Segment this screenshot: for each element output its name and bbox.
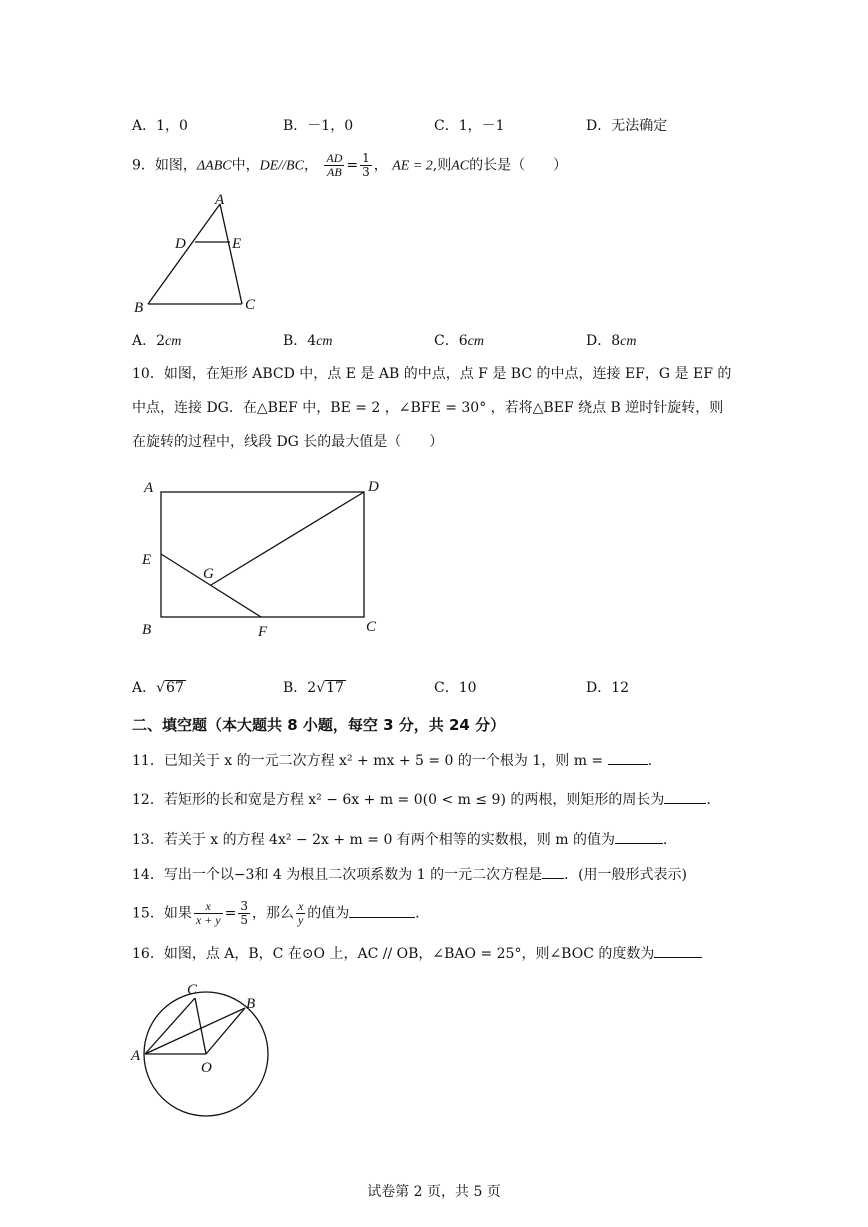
- q10-label-f: F: [258, 624, 268, 640]
- q15-answer-blank[interactable]: [349, 903, 415, 918]
- q9-text-1: 如图，: [154, 157, 197, 174]
- q16-label-b: B: [246, 996, 256, 1012]
- q9-text-3: ，: [303, 157, 318, 174]
- q9-ae: AE = 2: [392, 158, 433, 174]
- q9-option-b-unit: cm: [316, 334, 333, 349]
- q9-option-b-letter: B．: [283, 333, 308, 349]
- q16-label-c: C: [187, 982, 198, 998]
- q9-parallel: DE//BC: [259, 158, 304, 174]
- q9-ratio-numerator: AD: [326, 151, 343, 165]
- q16-chord-ab: [145, 1008, 245, 1054]
- question-12: [132, 789, 720, 810]
- q9-option-c-value: 6: [458, 333, 468, 349]
- q12-answer-blank[interactable]: [664, 789, 706, 804]
- q8-option-a: A．1，0: [132, 118, 188, 134]
- q12-text: 12．若矩形的长和宽是方程 x² − 6x + m = 0(0 < m ≤ 9) 的两根，则矩形的周长为: [132, 792, 665, 808]
- q9-label-b: B: [134, 300, 144, 316]
- q9-option-d-unit: cm: [620, 334, 637, 349]
- q10-option-d: D．12: [586, 680, 630, 696]
- section-2-heading: 二、填空题（本大题共 8 小题，每空 3 分，共 24 分）: [132, 716, 506, 734]
- q15-equals: =: [224, 905, 237, 922]
- q9-triangle-figure: [130, 190, 270, 320]
- q9-option-d: [586, 330, 636, 350]
- q15-end: ．: [415, 905, 430, 922]
- q10-option-b-letter: B．: [283, 680, 308, 696]
- q9-label-e: E: [232, 236, 242, 252]
- q9-option-a-value: 2: [156, 333, 166, 349]
- q15-fraction-3-numerator: x: [297, 899, 304, 913]
- q9-text-6: 的长是（ ）: [469, 157, 568, 174]
- q16-chord-ac: [145, 998, 195, 1054]
- q9-number: 9．: [132, 157, 155, 174]
- question-9-stem: [132, 152, 567, 179]
- q9-side-ab: [148, 204, 220, 304]
- q15-text-3: 的值为: [307, 905, 350, 922]
- q10-option-c: C．10: [434, 680, 477, 696]
- q9-option-a-unit: cm: [165, 334, 182, 349]
- q11-answer-blank[interactable]: [608, 750, 648, 765]
- q10-label-b: B: [142, 622, 152, 638]
- q10-segment-dg: [211, 492, 364, 585]
- q15-fraction-3: [296, 900, 305, 927]
- question-15: [132, 900, 429, 927]
- q9-option-c-unit: cm: [467, 334, 484, 349]
- q9-value-denominator: 3: [362, 165, 370, 179]
- q11-end: ．: [647, 753, 662, 769]
- q9-option-c-letter: C．: [434, 333, 459, 349]
- q10-label-e: E: [142, 552, 152, 568]
- q9-label-d: D: [175, 236, 186, 252]
- q16-circle-figure: [125, 978, 285, 1123]
- q15-fraction-2-numerator: 3: [240, 899, 248, 913]
- q9-option-d-letter: D．: [586, 333, 612, 349]
- q15-fraction-1-denominator: x + y: [195, 913, 221, 927]
- question-13: [132, 829, 677, 850]
- q16-label-a: A: [131, 1048, 141, 1064]
- q9-option-b: [283, 330, 333, 350]
- q12-end: ．: [706, 792, 721, 808]
- q16-label-o: O: [201, 1060, 212, 1076]
- q9-option-c: [434, 330, 484, 350]
- q15-fraction-1-numerator: x: [194, 900, 223, 914]
- q8-option-b: B．－1，0: [283, 118, 354, 134]
- q13-end: ．: [662, 832, 677, 848]
- q10-option-b: [283, 677, 346, 697]
- q13-answer-blank[interactable]: [615, 829, 663, 844]
- q9-option-a: [132, 330, 181, 350]
- q9-text-4: ，: [373, 157, 388, 174]
- q16-text: 16．如图，点 A，B，C 在⊙O 上，AC // OB，∠BAO = 25°，则∠BOC 的度数为: [132, 946, 655, 962]
- q9-side-ac: [220, 204, 242, 304]
- question-16: [132, 943, 702, 964]
- q10-label-g: G: [203, 566, 214, 582]
- q13-text: 13．若关于 x 的方程 4x² − 2x + m = 0 有两个相等的实数根，则 m 的值为: [132, 832, 615, 848]
- q9-text-5: ,则: [432, 157, 452, 174]
- sqrt-icon: √: [316, 680, 326, 696]
- sqrt-icon: √: [156, 680, 166, 696]
- q15-fraction-2-denominator: 5: [240, 913, 248, 927]
- q10-option-b-coefficient: 2: [307, 680, 317, 696]
- q10-option-a: [132, 677, 186, 697]
- q9-option-d-value: 8: [611, 333, 621, 349]
- q9-option-b-value: 4: [307, 333, 317, 349]
- q10-label-d: D: [368, 479, 379, 495]
- q9-label-a: A: [215, 192, 225, 208]
- q9-label-c: C: [245, 297, 256, 313]
- q9-ac: AC: [451, 158, 470, 174]
- q15-text-1: 15．如果: [132, 905, 192, 922]
- q9-value-fraction: [360, 152, 372, 179]
- question-11: [132, 750, 662, 771]
- q15-fraction-2: [238, 900, 250, 927]
- question-14: [132, 864, 687, 885]
- q15-text-2: ，那么: [251, 905, 294, 922]
- q9-option-a-letter: A．: [132, 333, 157, 349]
- q16-radius-ob: [206, 1008, 245, 1054]
- question-10-line-2: 中点，连接 DG．在△BEF 中，BE = 2 ，∠BFE = 30° ，若将△BEF 绕点 B 逆时针旋转，则: [132, 400, 724, 416]
- q8-option-c: C．1，－1: [434, 118, 505, 134]
- q10-label-a: A: [144, 480, 154, 496]
- q14-end: ．(用一般形式表示): [564, 867, 688, 883]
- page-footer: 试卷第 2 页，共 5 页: [367, 1184, 501, 1200]
- q9-value-numerator: 1: [362, 151, 370, 165]
- question-10-line-1: 10．如图，在矩形 ABCD 中，点 E 是 AB 的中点，点 F 是 BC 的中点，连接 EF，G 是 EF 的: [132, 366, 732, 382]
- q15-fraction-3-denominator: y: [297, 913, 304, 927]
- q10-option-b-radicand: 17: [326, 680, 344, 696]
- q10-option-a-letter: A．: [132, 680, 157, 696]
- q14-answer-blank[interactable]: [542, 864, 564, 879]
- q15-fraction-1: [194, 900, 223, 927]
- q9-equals: =: [346, 157, 359, 174]
- question-10-line-3: 在旋转的过程中，线段 DG 长的最大值是（ ）: [132, 434, 444, 450]
- q10-label-c: C: [366, 619, 377, 635]
- q9-ratio-fraction: [324, 152, 344, 179]
- q9-triangle: ΔABC: [196, 158, 232, 174]
- q8-option-d: D．无法确定: [586, 118, 668, 134]
- q16-answer-blank[interactable]: [654, 943, 702, 958]
- q11-text: 11．已知关于 x 的一元二次方程 x² + mx + 5 = 0 的一个根为 1，则 m =: [132, 753, 608, 769]
- q9-text-2: 中，: [231, 157, 260, 174]
- q10-rectangle-figure: [130, 470, 400, 650]
- q9-ratio-denominator: AB: [327, 165, 342, 179]
- q14-text: 14．写出一个以−3和 4 为根且二次项系数为 1 的一元二次方程是: [132, 867, 543, 883]
- q10-option-a-radicand: 67: [166, 680, 184, 696]
